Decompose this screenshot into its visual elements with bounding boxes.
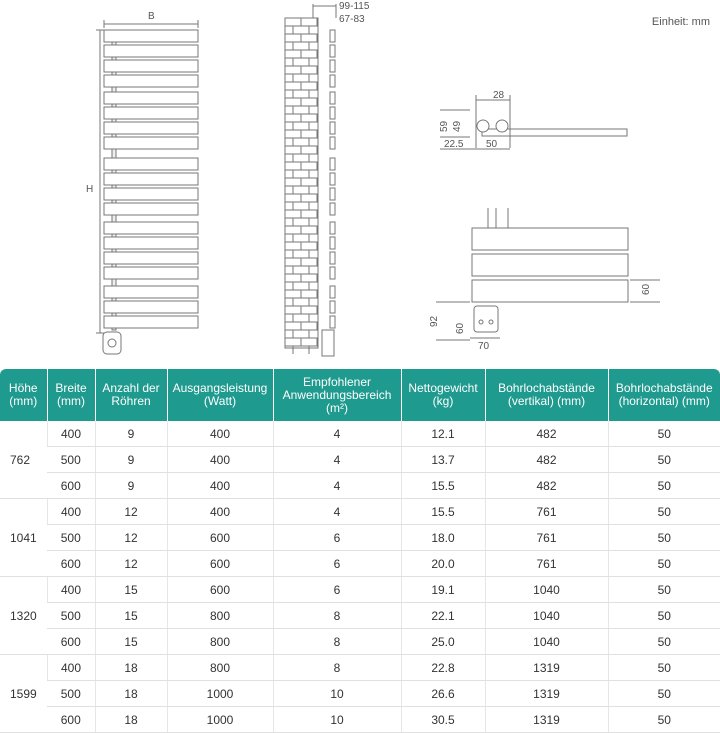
front-view: [86, 11, 198, 354]
table-cell: 761: [485, 525, 608, 551]
table-cell: 400: [167, 421, 273, 447]
front-bar: [104, 75, 198, 87]
table-cell: 50: [608, 551, 720, 577]
table-cell: 400: [167, 473, 273, 499]
table-cell: 20.0: [401, 551, 485, 577]
top-detail-view: [439, 90, 627, 150]
table-cell: 50: [608, 499, 720, 525]
table-cell: 50: [608, 447, 720, 473]
table-cell: 6: [273, 551, 401, 577]
table-cell: 12: [95, 551, 167, 577]
table-cell: 8: [273, 603, 401, 629]
table-cell: 9: [95, 473, 167, 499]
side-bar: [330, 173, 335, 185]
side-bar: [330, 45, 335, 57]
table-cell: 50: [608, 603, 720, 629]
front-bar: [104, 60, 198, 72]
table-cell: 15: [95, 603, 167, 629]
width-label: B: [148, 11, 155, 22]
side-bar: [330, 301, 335, 313]
table-cell: 1040: [485, 629, 608, 655]
side-bar: [330, 237, 335, 249]
height-cell: 762: [0, 421, 47, 499]
table-cell: 400: [47, 421, 95, 447]
table-row: [0, 473, 720, 499]
table-cell: 15.5: [401, 499, 485, 525]
table-cell: 9: [95, 447, 167, 473]
front-bar: [104, 316, 198, 328]
depth-label-1: 99-115: [339, 1, 370, 12]
table-cell: 1319: [485, 707, 608, 733]
horizontal-dim-1: 22.5: [444, 139, 464, 150]
side-bar: [330, 286, 335, 298]
table-cell: 30.5: [401, 707, 485, 733]
table-cell: 600: [167, 525, 273, 551]
table-cell: 50: [608, 629, 720, 655]
col-weight: Nettogewicht (kg): [401, 369, 485, 421]
front-bar: [104, 122, 198, 134]
side-bar: [330, 203, 335, 215]
spec-table: [0, 369, 720, 733]
side-bar: [330, 267, 335, 279]
table-cell: 1319: [485, 681, 608, 707]
table-cell: 50: [608, 421, 720, 447]
table-cell: 10: [273, 681, 401, 707]
depth-label-2: 67-83: [339, 14, 365, 25]
front-bar: [104, 301, 198, 313]
table-cell: 800: [167, 629, 273, 655]
table-cell: 15: [95, 577, 167, 603]
side-bar: [330, 60, 335, 72]
table-cell: 26.6: [401, 681, 485, 707]
table-cell: 6: [273, 525, 401, 551]
table-cell: 400: [167, 447, 273, 473]
table-cell: 6: [273, 577, 401, 603]
table-cell: 482: [485, 447, 608, 473]
tube-dim: 60: [641, 283, 652, 295]
table-cell: 600: [167, 551, 273, 577]
height-cell: 1041: [0, 499, 47, 577]
col-area: Empfohlener Anwendungsbereich (m²): [273, 369, 401, 421]
table-cell: 18: [95, 655, 167, 681]
table-row: [0, 603, 720, 629]
side-bar: [330, 137, 335, 149]
side-bar: [330, 122, 335, 134]
table-header-row: [0, 369, 720, 421]
table-row: [0, 551, 720, 577]
table-cell: 400: [47, 577, 95, 603]
table-cell: 22.1: [401, 603, 485, 629]
table-cell: 22.8: [401, 655, 485, 681]
col-tubes: Anzahl der Röhren: [95, 369, 167, 421]
table-cell: 1000: [167, 707, 273, 733]
table-row: [0, 707, 720, 733]
side-bar: [330, 107, 335, 119]
table-cell: 500: [47, 603, 95, 629]
front-bar: [104, 252, 198, 264]
table-row: [0, 655, 720, 681]
heater-width-dim: 70: [478, 341, 490, 352]
table-body: [0, 421, 720, 733]
table-cell: 50: [608, 577, 720, 603]
table-cell: 600: [167, 577, 273, 603]
table-row: [0, 681, 720, 707]
table-cell: 18.0: [401, 525, 485, 551]
table-cell: 500: [47, 525, 95, 551]
table-cell: 18: [95, 707, 167, 733]
horizontal-dim-2: 50: [486, 139, 498, 150]
col-vertical-spacing: Bohrlochabstände (vertikal) (mm): [485, 369, 608, 421]
table-cell: 800: [167, 603, 273, 629]
table-cell: 50: [608, 655, 720, 681]
side-bar: [330, 92, 335, 104]
front-bar: [104, 222, 198, 234]
table-cell: 4: [273, 447, 401, 473]
height-cell: 1320: [0, 577, 47, 655]
table-cell: 15: [95, 629, 167, 655]
front-bar: [104, 158, 198, 170]
front-bar: [104, 237, 198, 249]
table-cell: 25.0: [401, 629, 485, 655]
front-bar: [104, 188, 198, 200]
side-bar: [330, 30, 335, 42]
table-cell: 482: [485, 473, 608, 499]
table-cell: 400: [47, 655, 95, 681]
table-cell: 19.1: [401, 577, 485, 603]
front-bar: [104, 203, 198, 215]
col-output: Ausgangsleistung (Watt): [167, 369, 273, 421]
table-cell: 12.1: [401, 421, 485, 447]
unit-label: Einheit: mm: [651, 16, 710, 28]
side-bars: [330, 30, 335, 328]
table-cell: 18: [95, 681, 167, 707]
table-cell: 600: [47, 629, 95, 655]
table-cell: 4: [273, 473, 401, 499]
table-cell: 482: [485, 421, 608, 447]
table-cell: 4: [273, 499, 401, 525]
table-cell: 1040: [485, 577, 608, 603]
table-cell: 13.7: [401, 447, 485, 473]
table-cell: 8: [273, 629, 401, 655]
col-width: Breite (mm): [47, 369, 95, 421]
table-cell: 761: [485, 551, 608, 577]
front-bar: [104, 267, 198, 279]
table-cell: 500: [47, 681, 95, 707]
col-height: Höhe (mm): [0, 369, 47, 421]
heater-height-dim: 92: [429, 315, 440, 327]
table-cell: 600: [47, 551, 95, 577]
table-row: [0, 499, 720, 525]
table-cell: 50: [608, 525, 720, 551]
side-bar: [330, 316, 335, 328]
table-cell: 1000: [167, 681, 273, 707]
table-cell: 50: [608, 681, 720, 707]
front-bar: [104, 286, 198, 298]
table-cell: 1040: [485, 603, 608, 629]
table-cell: 15.5: [401, 473, 485, 499]
spacing-dim: 28: [493, 90, 505, 101]
table-cell: 600: [47, 473, 95, 499]
table-row: [0, 525, 720, 551]
front-bar: [104, 137, 198, 149]
table-cell: 12: [95, 525, 167, 551]
front-bar: [104, 92, 198, 104]
front-bar: [104, 30, 198, 42]
table-cell: 400: [47, 499, 95, 525]
front-bar: [104, 45, 198, 57]
col-horizontal-spacing: Bohrlochabstände (horizontal) (mm): [608, 369, 720, 421]
table-row: [0, 577, 720, 603]
heater-box-dim: 60: [455, 322, 466, 334]
table-cell: 12: [95, 499, 167, 525]
table-row: [0, 447, 720, 473]
table-cell: 761: [485, 499, 608, 525]
front-bars: [104, 30, 198, 328]
table-cell: 50: [608, 707, 720, 733]
element-detail-view: [429, 208, 660, 352]
side-bar: [330, 75, 335, 87]
front-bar: [104, 173, 198, 185]
height-label: H: [86, 184, 94, 195]
table-row: [0, 421, 720, 447]
side-bar: [330, 252, 335, 264]
table-cell: 500: [47, 447, 95, 473]
table-cell: 50: [608, 473, 720, 499]
front-bar: [104, 107, 198, 119]
height-cell: 1599: [0, 655, 47, 733]
table-cell: 8: [273, 655, 401, 681]
table-cell: 10: [273, 707, 401, 733]
table-cell: 4: [273, 421, 401, 447]
side-view: [285, 1, 370, 356]
table-cell: 600: [47, 707, 95, 733]
table-cell: 800: [167, 655, 273, 681]
side-bar: [330, 158, 335, 170]
table-cell: 400: [167, 499, 273, 525]
vertical-dim-2: 49: [452, 120, 463, 132]
table-cell: 1319: [485, 655, 608, 681]
side-bar: [330, 222, 335, 234]
table-row: [0, 629, 720, 655]
vertical-dim-1: 59: [439, 120, 450, 132]
table-cell: 9: [95, 421, 167, 447]
side-bar: [330, 188, 335, 200]
